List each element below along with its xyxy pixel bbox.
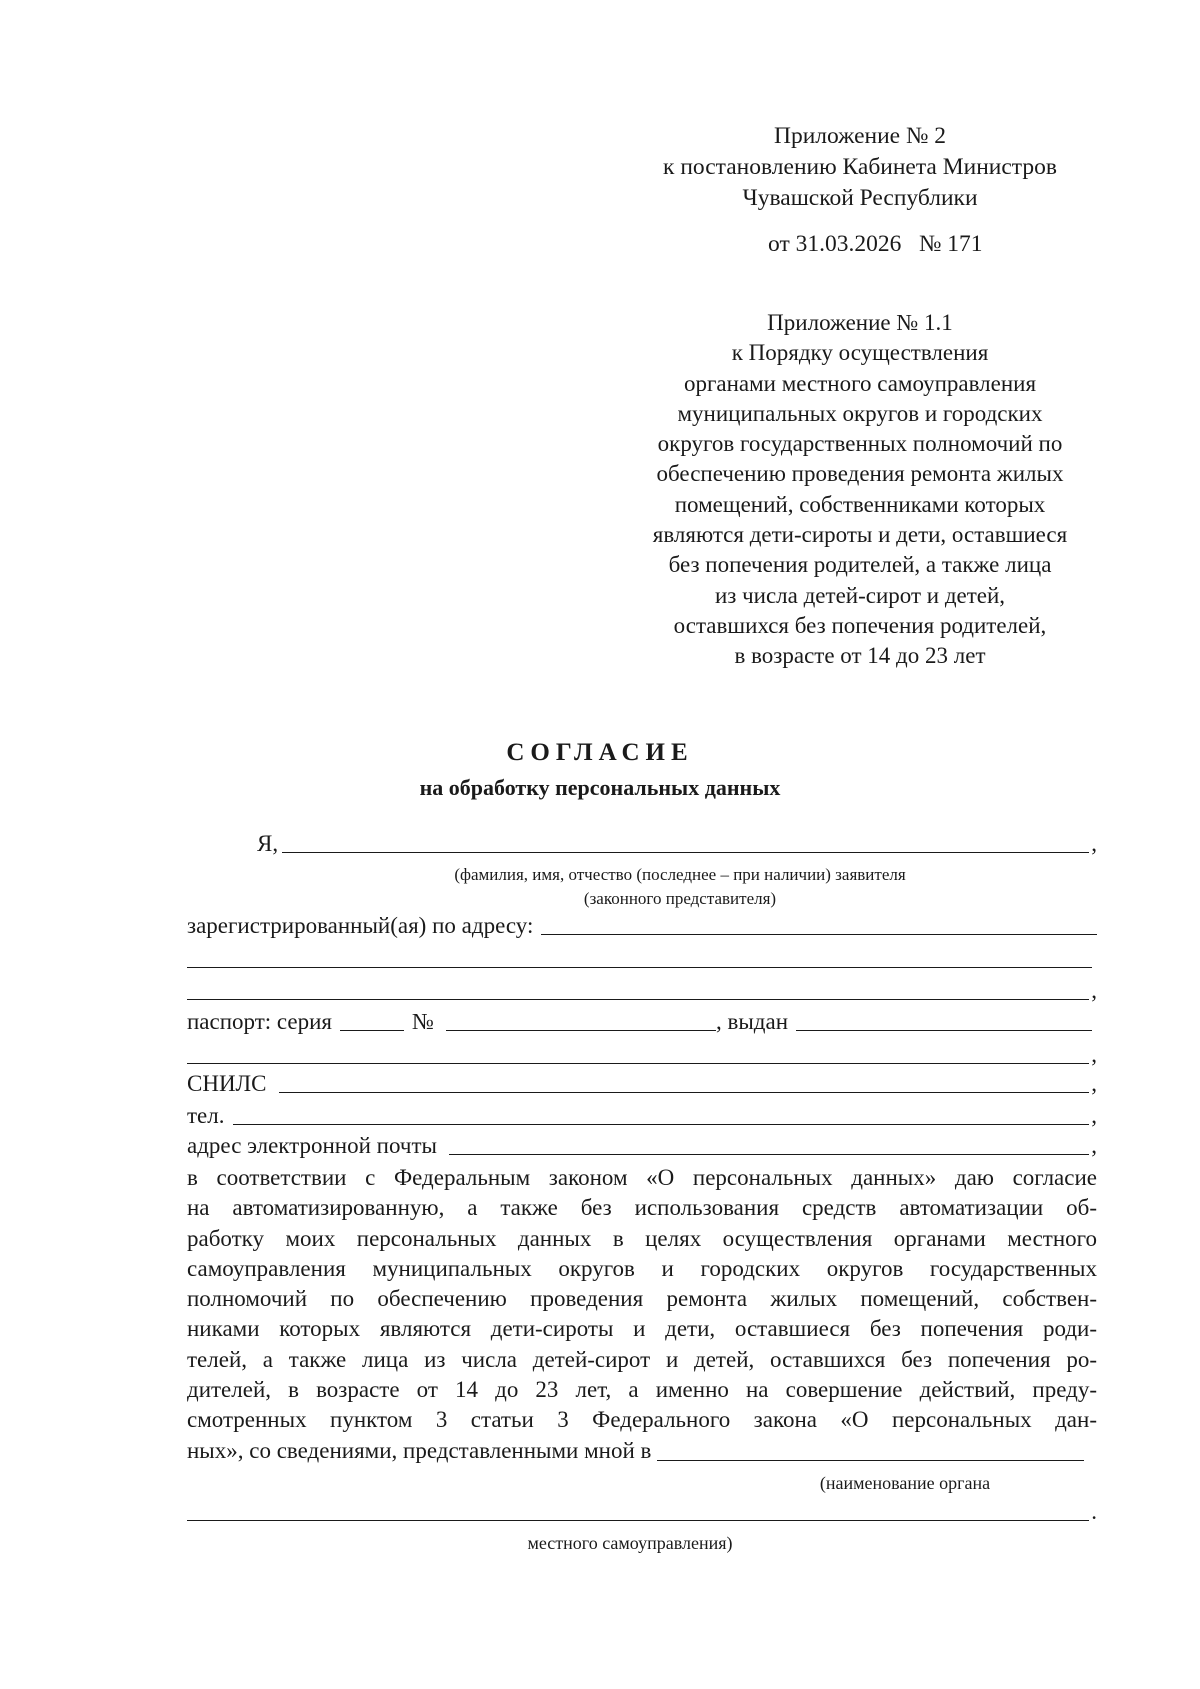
- appendix-second-line: органами местного самоуправления: [683, 370, 1037, 396]
- fio-blank-line[interactable]: [282, 830, 1089, 853]
- address-field[interactable]: [187, 910, 1097, 940]
- paragraph-line: на автоматизированную, а также без использования средств автоматизации об-: [187, 1195, 1097, 1221]
- appendix-second-line: муниципальных округов и городских: [677, 400, 1043, 426]
- paragraph-last-text: ных», со сведениями, представленными мной в: [187, 1437, 652, 1463]
- email-blank-line[interactable]: [449, 1132, 1089, 1155]
- document-title: СОГЛАСИЕ: [506, 739, 694, 766]
- address-label: зарегистрированный(ая) по адресу:: [187, 913, 534, 938]
- organ-period: .: [1091, 1499, 1097, 1524]
- appendix-second: [600, 308, 1120, 672]
- snils-blank-line[interactable]: [279, 1070, 1090, 1093]
- paragraph-line: работку моих персональных данных в целях осуществления органами местного: [187, 1225, 1097, 1251]
- passport-series-blank[interactable]: [340, 1008, 404, 1031]
- paragraph-line: телей, а также лица из числа детей-сирот и детей, оставшихся без попечения ро-: [187, 1346, 1097, 1372]
- passport-number-label: №: [412, 1009, 434, 1034]
- passport-issued-label: , выдан: [715, 1009, 789, 1034]
- passport-comma: ,: [1091, 1042, 1097, 1067]
- passport-series-label: паспорт: серия: [187, 1009, 333, 1034]
- passport-field[interactable]: [187, 1006, 1092, 1036]
- passport-number-blank[interactable]: [446, 1008, 716, 1031]
- email-field[interactable]: [187, 1130, 1097, 1160]
- paragraph-line: смотренных пунктом 3 статьи 3 Федерального закона «О персональных дан-: [187, 1407, 1097, 1433]
- phone-comma: ,: [1091, 1103, 1097, 1128]
- phone-label: тел.: [187, 1103, 225, 1128]
- email-label: адрес электронной почты: [187, 1133, 437, 1158]
- fio-caption-2: (законного представителя): [583, 889, 777, 908]
- appendix-top-line2: к постановлению Кабинета Министров: [663, 154, 1057, 180]
- appendix-top-line1: Приложение № 2: [773, 123, 947, 149]
- fio-field[interactable]: [257, 828, 1097, 858]
- fio-caption: (фамилия, имя, отчество (последнее – при наличии) заявителя: [454, 865, 906, 884]
- organ-caption-2: местного самоуправления): [527, 1533, 733, 1553]
- appendix-second-line: оставшихся без попечения родителей,: [673, 612, 1047, 638]
- appendix-second-line: без попечения родителей, а также лица: [668, 552, 1052, 578]
- paragraph-line: дителей, в возрасте от 14 до 23 лет, а именно на совершение действий, преду-: [187, 1377, 1097, 1403]
- document-subtitle: на обработку персональных данных: [419, 775, 781, 800]
- address-line-3[interactable]: [187, 975, 1097, 1005]
- organ-blank-line-2[interactable]: [187, 1498, 1089, 1521]
- organ-field-line-2[interactable]: [187, 1496, 1097, 1526]
- passport-line-2[interactable]: [187, 1039, 1097, 1069]
- paragraph-last-line: [187, 1436, 1097, 1466]
- appendix-second-line: являются дети-сироты и дети, оставшиеся: [652, 522, 1068, 548]
- email-comma: ,: [1091, 1133, 1097, 1158]
- appendix-second-line: обеспечению проведения ремонта жилых: [656, 461, 1064, 487]
- organ-blank-line[interactable]: [657, 1438, 1084, 1461]
- organ-caption: (наименование органа: [819, 1473, 991, 1493]
- paragraph-line: самоуправления муниципальных округов и городских округов государственных: [187, 1255, 1097, 1281]
- passport-issued-blank-2[interactable]: [187, 1041, 1089, 1064]
- appendix-second-line: в возрасте от 14 до 23 лет: [734, 643, 986, 669]
- appendix-second-line: помещений, собственниками которых: [674, 491, 1046, 517]
- appendix-second-line: к Порядку осуществления: [731, 340, 989, 366]
- snils-field[interactable]: [187, 1068, 1097, 1098]
- address-blank-line[interactable]: [541, 912, 1097, 935]
- appendix-date-number: от 31.03.2026 № 171: [768, 231, 983, 257]
- snils-comma: ,: [1091, 1071, 1097, 1096]
- address-blank-line-2[interactable]: [187, 945, 1092, 968]
- snils-label: СНИЛС: [187, 1071, 267, 1096]
- appendix-second-line: Приложение № 1.1: [767, 310, 953, 335]
- appendix-second-line: округов государственных полномочий по: [657, 431, 1063, 457]
- passport-issued-blank[interactable]: [796, 1008, 1092, 1031]
- address-comma: ,: [1091, 978, 1097, 1003]
- appendix-second-line: из числа детей-сирот и детей,: [714, 582, 1006, 608]
- fio-comma: ,: [1091, 831, 1097, 856]
- consent-paragraph: [187, 1163, 1097, 1466]
- address-line-2[interactable]: [187, 943, 1092, 973]
- paragraph-line: полномочий по обеспечению проведения ремонта жилых помещений, собствен-: [187, 1286, 1097, 1312]
- appendix-top: [630, 121, 1090, 214]
- paragraph-line: в соответствии с Федеральным законом «О персональных данных» даю согласие: [187, 1165, 1097, 1190]
- fio-label: Я,: [257, 831, 279, 856]
- paragraph-line: никами которых являются дети-сироты и дети, оставшиеся без попечения роди-: [187, 1316, 1097, 1342]
- address-blank-line-3[interactable]: [187, 977, 1089, 1000]
- phone-field[interactable]: [187, 1100, 1097, 1130]
- appendix-top-line3: Чувашской Республики: [742, 185, 978, 211]
- phone-blank-line[interactable]: [233, 1102, 1090, 1125]
